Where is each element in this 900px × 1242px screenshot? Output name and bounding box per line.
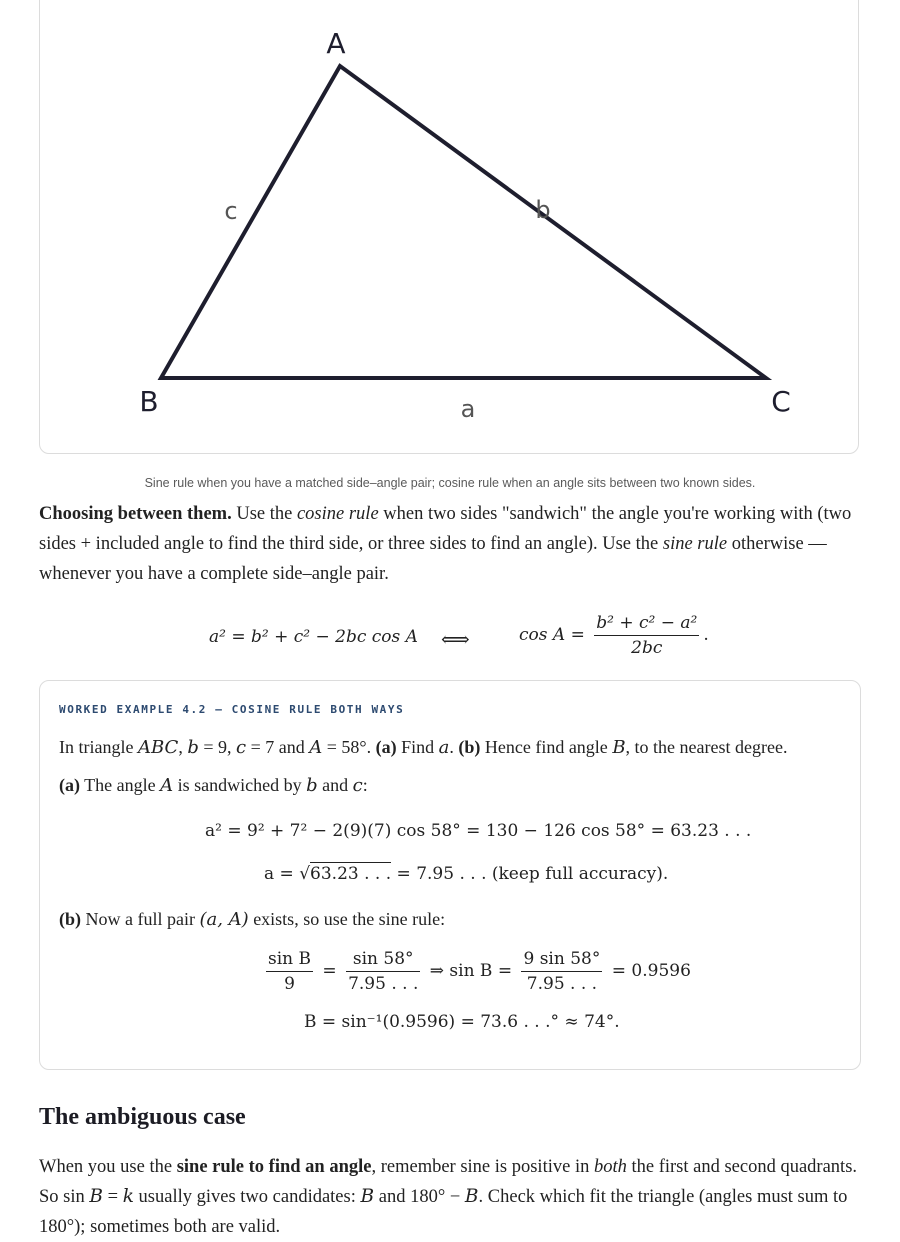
part-b-statement (59, 909, 445, 930)
fraction-numerator: b² + c² − a² (594, 613, 699, 636)
worked-example-title: WORKED EXAMPLE 4.2 — COSINE RULE BOTH WAYS (59, 703, 405, 716)
math-var: c (352, 775, 363, 796)
fraction (266, 949, 313, 994)
sine-rule-term: sine rule (662, 534, 728, 554)
fraction-denominator: 7.95 . . . (348, 974, 419, 994)
text: . Check which fit the triangle (angles must sum to 180°); sometimes both are valid. (39, 1187, 848, 1237)
text: Find (396, 737, 439, 757)
math-var: a (438, 737, 450, 758)
text: Hence find angle (480, 737, 613, 757)
text: . (449, 737, 459, 757)
part-label: (b) (59, 909, 81, 929)
emphasis: sine rule to find an angle (176, 1157, 372, 1177)
text: = (103, 1187, 123, 1207)
text: = 7 and (246, 737, 310, 757)
text: a = (264, 864, 294, 884)
fraction-denominator: 7.95 . . . (526, 974, 598, 994)
cosine-rule-equation (209, 627, 418, 647)
vertex-label-b: B (139, 385, 159, 418)
equation-a-squared: a² = 9² + 7² − 2(9)(7) cos 58° = 130 − 126 cos 58° = 63.23 . . . (205, 821, 752, 841)
text: The angle (80, 775, 161, 795)
worked-example-card (39, 680, 861, 1070)
fraction (521, 949, 602, 994)
intro-lead: Choosing between them. (39, 504, 232, 524)
math-var: B (360, 1186, 375, 1207)
text: usually gives two candidates: (133, 1187, 361, 1207)
intro-text: Use the (231, 504, 297, 524)
text: When you use the (39, 1157, 177, 1177)
iff-symbol: ⟺ (441, 627, 470, 651)
cosine-rule-rearranged (519, 613, 709, 658)
part-label: (b) (458, 737, 481, 757)
fraction-denominator: 9 (284, 974, 295, 994)
text: exists, so use the sine rule: (248, 909, 446, 929)
fraction (346, 949, 420, 994)
part-a-statement (59, 775, 368, 796)
period: . (703, 625, 709, 645)
vertex-label-c: C (771, 385, 791, 418)
math-var: b (306, 775, 318, 796)
math-var: b (187, 737, 199, 758)
equation-a-value (264, 864, 668, 884)
intro-text: otherwise — whenever you have a complete side–angle pair. (39, 534, 827, 584)
math-var: ABC (137, 737, 179, 758)
triangle-abc (161, 66, 766, 378)
math-var: c (236, 737, 247, 758)
text: In triangle (59, 737, 138, 757)
text: and 180° − (374, 1187, 465, 1207)
math-var: A (160, 775, 174, 796)
part-label: (a) (375, 737, 397, 757)
math-var: B (464, 1186, 479, 1207)
text: , (178, 737, 188, 757)
side-label-a: a (460, 395, 476, 423)
cosine-rule-term: cosine rule (296, 504, 379, 524)
fraction-numerator: 9 sin 58° (521, 949, 602, 972)
ambiguous-case-paragraph (39, 1152, 861, 1242)
part-label: (a) (59, 775, 80, 795)
fraction-numerator: sin B (266, 949, 313, 972)
triangle-diagram (40, 0, 860, 455)
math-var: A (309, 737, 323, 758)
section-heading-ambiguous-case: The ambiguous case (39, 1104, 246, 1130)
math-var: B (89, 1186, 103, 1207)
math-var: (a, A) (199, 909, 249, 930)
cos-a-fraction (594, 613, 699, 658)
intro-text: when two sides "sandwich" the angle you're working with (two sides + included angle to find the third side, or three sides to find an angle). Use the (39, 504, 852, 554)
vertex-label-a: A (326, 27, 346, 60)
fraction-denominator: 2bc (631, 638, 663, 658)
equals-sign: = (322, 961, 337, 981)
text: , remember sine is positive in (371, 1157, 594, 1177)
text: = 9, (198, 737, 237, 757)
side-label-c: c (224, 197, 238, 225)
triangle-figure-card (39, 0, 859, 454)
example-problem (59, 737, 787, 758)
intro-paragraph (39, 499, 861, 589)
fraction-numerator: sin 58° (346, 949, 420, 972)
text: , to the nearest degree. (625, 737, 788, 757)
text: the first and second quadrants. So sin (39, 1157, 858, 1207)
implies-text: ⇒ sin B = (429, 961, 513, 981)
text: and (317, 775, 353, 795)
sine-rule-equation (262, 949, 691, 994)
figure-caption: Sine rule when you have a matched side–angle pair; cosine rule when an angle sits between two known sides. (144, 476, 756, 490)
text: = 58°. (322, 737, 376, 757)
text: : (362, 775, 368, 795)
sqrt-symbol: √ (299, 864, 311, 884)
cos-a-lhs: cos A = (519, 625, 585, 645)
text: Now a full pair (81, 909, 200, 929)
text: is sandwiched by (173, 775, 307, 795)
math-var: B (612, 737, 626, 758)
math-var: k (122, 1186, 134, 1207)
text: = 7.95 . . . (keep full accuracy). (391, 864, 669, 884)
emphasis: both (593, 1157, 627, 1177)
cosine-rule-form: a² = b² + c² − 2bc cos A (209, 627, 418, 647)
result-text: = 0.9596 (611, 961, 691, 981)
angle-b-result: B = sin⁻¹(0.9596) = 73.6 . . .° ≈ 74°. (304, 1012, 620, 1032)
side-label-b: b (535, 196, 551, 224)
radicand: 63.23 . . . (310, 864, 392, 884)
